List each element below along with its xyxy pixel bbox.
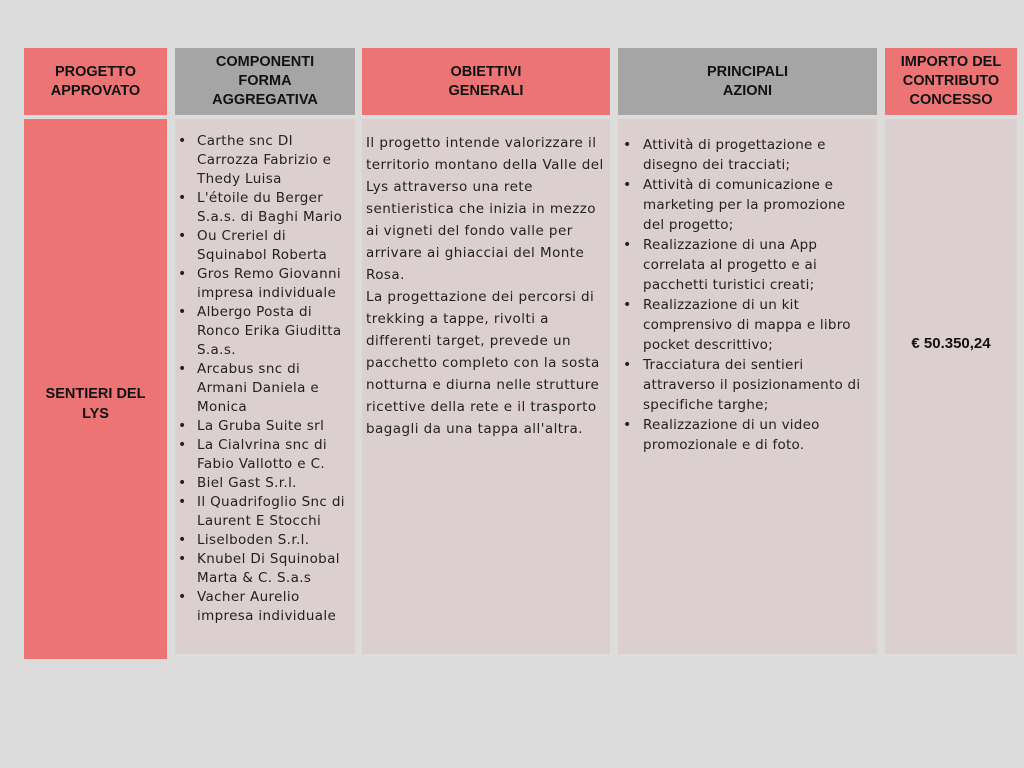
header-objectives: OBIETTIVI GENERALI [362, 48, 610, 115]
component-item [178, 360, 349, 417]
component-item [178, 531, 349, 550]
header-amount: IMPORTO DEL CONTRIBUTO CONCESSO [885, 48, 1017, 115]
bullet-icon: • [623, 137, 632, 153]
bullet-icon: • [178, 228, 187, 244]
action-item-text: Attività di progettazione e disegno dei tracciati; [643, 137, 826, 173]
component-item-text: La Cialvrina snc di Fabio Vallotto e C. [197, 437, 327, 472]
bullet-icon: • [178, 589, 187, 605]
component-item [178, 588, 349, 626]
action-item [623, 355, 867, 415]
bullet-icon: • [178, 551, 187, 567]
action-item [623, 295, 867, 355]
action-item-text: Realizzazione di una App correlata al progetto e ai pacchetti turistici creati; [643, 237, 818, 293]
component-item-text: La Gruba Suite srl [197, 418, 325, 434]
header-project: PROGETTO APPROVATO [24, 48, 167, 115]
component-item [178, 132, 349, 189]
component-item [178, 493, 349, 531]
component-item-text: Liselboden S.r.l. [197, 532, 310, 548]
bullet-icon: • [178, 361, 187, 377]
bullet-icon: • [178, 266, 187, 282]
component-item [178, 265, 349, 303]
component-item-text: Biel Gast S.r.l. [197, 475, 297, 491]
action-item [623, 135, 867, 175]
component-item-text: Albergo Posta di Ronco Erika Giuditta S.a.s. [197, 304, 342, 358]
bullet-icon: • [178, 304, 187, 320]
component-item [178, 189, 349, 227]
component-item-text: Vacher Aurelio impresa individuale [197, 589, 337, 624]
component-item [178, 303, 349, 360]
amount-cell [885, 119, 1017, 654]
bullet-icon: • [178, 475, 187, 491]
objective-paragraph: La progettazione dei percorsi di trekking a tappe, rivolti a differenti target, prevede un pacchetto completo con la sosta notturna e diurna nelle strutture ricettive della rete e il trasporto bagagli da una tappa all'altra. [366, 289, 600, 437]
component-item [178, 436, 349, 474]
bullet-icon: • [178, 437, 187, 453]
actions-cell [618, 119, 877, 654]
actions-list [618, 119, 877, 455]
component-item [178, 227, 349, 265]
bullet-icon: • [178, 418, 187, 434]
amount-value: € 50.350,24 [911, 335, 991, 352]
action-item-text: Realizzazione di un video promozionale e di foto. [643, 417, 820, 453]
component-item-text: Il Quadrifoglio Snc di Laurent E Stocchi [197, 494, 345, 529]
components-list [175, 119, 355, 626]
bullet-icon: • [623, 237, 632, 253]
header-actions: PRINCIPALI AZIONI [618, 48, 877, 115]
header-components: COMPONENTI FORMA AGGREGATIVA [175, 48, 355, 115]
action-item-text: Tracciatura dei sentieri attraverso il posizionamento di specifiche targhe; [643, 357, 861, 413]
objectives-cell [362, 119, 610, 654]
component-item-text: Gros Remo Giovanni impresa individuale [197, 266, 341, 301]
action-item [623, 415, 867, 455]
project-name: SENTIERI DEL LYS [45, 386, 146, 422]
bullet-icon: • [178, 190, 187, 206]
bullet-icon: • [178, 494, 187, 510]
bullet-icon: • [178, 532, 187, 548]
objective-paragraph: Il progetto intende valorizzare il territorio montano della Valle del Lys attraverso una rete sentieristica che inizia in mezzo ai vigneti del fondo valle per arrivare ai ghiacciai del Monte Rosa. [366, 135, 604, 283]
action-item [623, 235, 867, 295]
bullet-icon: • [623, 417, 632, 433]
component-item-text: Arcabus snc di Armani Daniela e Monica [197, 361, 320, 415]
action-item-text: Attività di comunicazione e marketing per la promozione del progetto; [643, 177, 846, 233]
component-item-text: L'étoile du Berger S.a.s. di Baghi Mario [197, 190, 343, 225]
bullet-icon: • [178, 133, 187, 149]
component-item-text: Ou Creriel di Squinabol Roberta [197, 228, 328, 263]
component-item [178, 417, 349, 436]
action-item [623, 175, 867, 235]
component-item [178, 550, 349, 588]
project-name-cell [24, 119, 167, 659]
component-item-text: Knubel Di Squinobal Marta & C. S.a.s [197, 551, 340, 586]
components-cell [175, 119, 355, 654]
bullet-icon: • [623, 177, 632, 193]
component-item-text: Carthe snc DI Carrozza Fabrizio e Thedy Luisa [197, 133, 332, 187]
bullet-icon: • [623, 297, 632, 313]
component-item [178, 474, 349, 493]
bullet-icon: • [623, 357, 632, 373]
action-item-text: Realizzazione di un kit comprensivo di mappa e libro pocket descrittivo; [643, 297, 851, 353]
